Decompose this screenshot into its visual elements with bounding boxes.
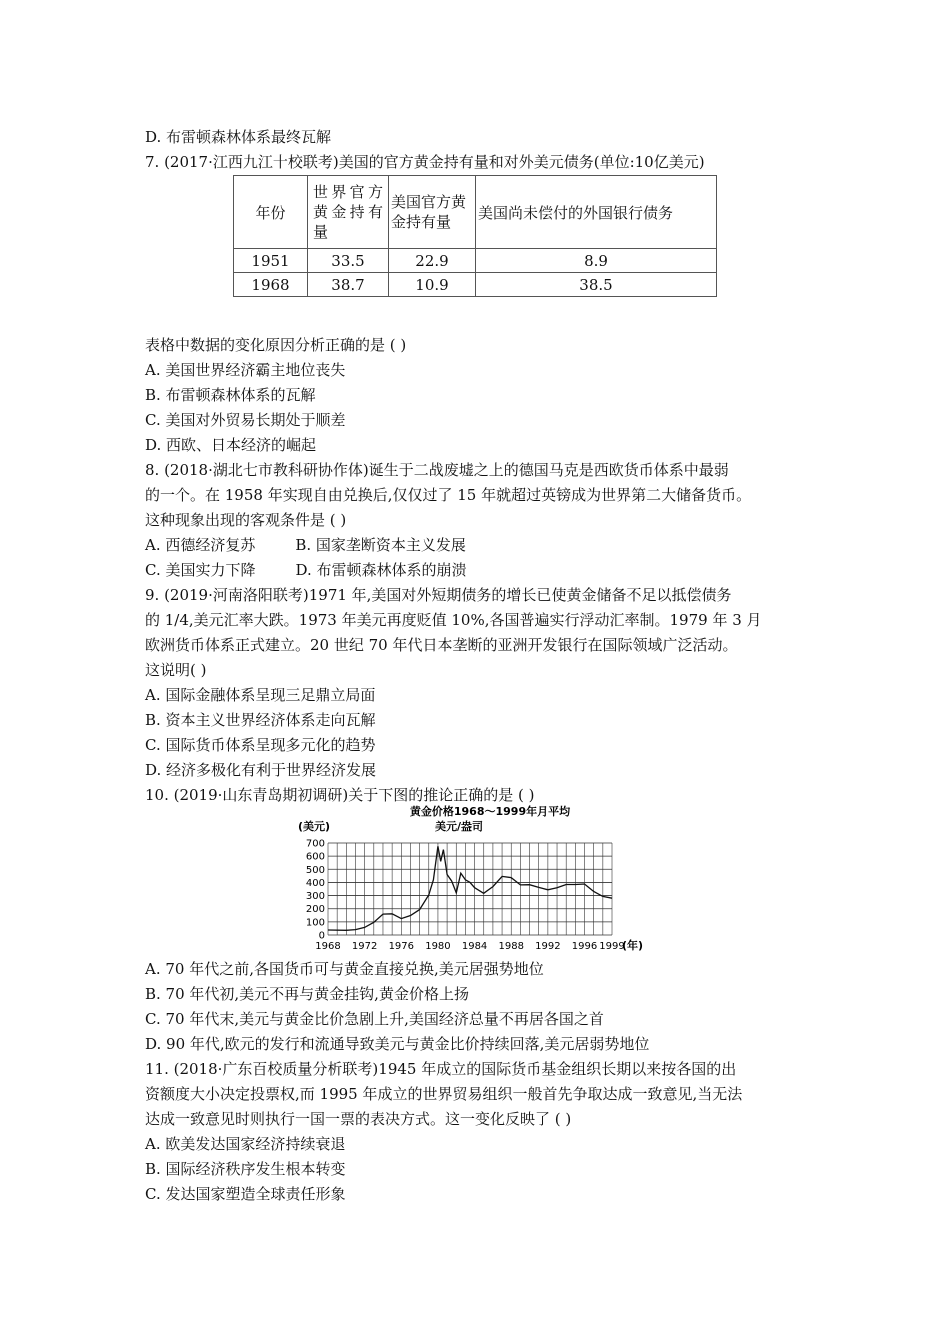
line-q6-d: D. 布雷顿森林体系最终瓦解	[145, 128, 332, 146]
table-cell: 8.9	[476, 249, 717, 273]
line-q8-stem-1: 8. (2018·湖北七市教科研协作体)诞生于二战废墟之上的德国马克是西欧货币体系中最弱	[145, 461, 729, 479]
chart-y-ticks	[306, 839, 325, 942]
line-q8-options-ab	[145, 536, 466, 554]
y-tick-label: 0	[318, 930, 325, 942]
table-header-world-gold	[308, 176, 389, 249]
table-cell: 38.5	[476, 273, 717, 297]
line-q11-c: C. 发达国家塑造全球责任形象	[145, 1185, 346, 1203]
x-tick-label: 1984	[461, 941, 488, 952]
chart-ylabel: (美元)	[298, 820, 331, 833]
chart-xlabel: (年)	[622, 939, 644, 952]
table-header-us-gold-l2: 金持有量	[391, 213, 452, 231]
gold-table	[233, 175, 717, 297]
q8-option-c: C. 美国实力下降	[145, 561, 256, 579]
q8-option-d: D. 布雷顿森林体系的崩溃	[295, 561, 467, 579]
line-q7-d: D. 西欧、日本经济的崛起	[145, 436, 317, 454]
chart-title: 黄金价格1968～1999年月平均	[409, 805, 571, 818]
line-q9-b: B. 资本主义世界经济体系走向瓦解	[145, 711, 376, 729]
x-tick-label: 1988	[498, 941, 524, 952]
table-cell: 1951	[234, 249, 308, 273]
y-tick-label: 500	[305, 864, 325, 876]
q8-option-b: B. 国家垄断资本主义发展	[295, 536, 466, 554]
gold-price-chart	[290, 803, 670, 958]
line-q11-a: A. 欧美发达国家经济持续衰退	[145, 1135, 346, 1153]
y-tick-label: 300	[305, 891, 325, 903]
line-q8-options-cd	[145, 561, 467, 579]
line-q7-c: C. 美国对外贸易长期处于顺差	[145, 411, 346, 429]
table-header-row	[234, 176, 717, 249]
table-cell: 10.9	[389, 273, 476, 297]
line-q10-a: A. 70 年代之前,各国货币可与黄金直接兑换,美元居强势地位	[145, 960, 544, 978]
chart-grid	[328, 843, 612, 935]
x-tick-label: 1992	[535, 941, 561, 952]
chart-x-ticks	[315, 941, 624, 952]
line-q8-stem-3: 这种现象出现的客观条件是 ( )	[145, 511, 347, 529]
table-header-us-gold	[389, 176, 476, 249]
table-cell: 33.5	[308, 249, 389, 273]
table-cell: 38.7	[308, 273, 389, 297]
line-q8-stem-2: 的一个。在 1958 年实现自由兑换后,仅仅过了 15 年就超过英镑成为世界第二大储备货币。	[145, 486, 752, 504]
line-q10-d: D. 90 年代,欧元的发行和流通导致美元与黄金比价持续回落,美元居弱势地位	[145, 1035, 650, 1053]
table-header-world-gold-l2: 黄金持有	[313, 203, 383, 221]
y-tick-label: 200	[305, 904, 325, 916]
line-q7-question: 表格中数据的变化原因分析正确的是 ( )	[145, 336, 407, 354]
y-tick-label: 400	[305, 877, 325, 889]
line-q7-stem: 7. (2017·江西九江十校联考)美国的官方黄金持有量和对外美元债务(单位:10亿美元)	[145, 153, 705, 171]
line-q11-b: B. 国际经济秩序发生根本转变	[145, 1160, 346, 1178]
table-row	[234, 273, 717, 297]
x-tick-label: 1972	[351, 941, 378, 952]
line-q10-b: B. 70 年代初,美元不再与黄金挂钩,黄金价格上扬	[145, 985, 469, 1003]
table-header-world-gold-l3: 量	[313, 223, 329, 241]
x-tick-label: 1999	[599, 941, 625, 952]
line-q9-d: D. 经济多极化有利于世界经济发展	[145, 761, 377, 779]
line-q10-c: C. 70 年代末,美元与黄金比价急剧上升,美国经济总量不再居各国之首	[145, 1010, 604, 1028]
table-header-us-gold-l1: 美国官方黄	[391, 193, 467, 211]
x-tick-label: 1976	[388, 941, 415, 952]
y-tick-label: 700	[305, 838, 325, 850]
line-q9-stem-3: 欧洲货币体系正式建立。20 世纪 70 年代日本垄断的亚洲开发银行在国际领域广泛活动。	[145, 636, 738, 654]
y-tick-label: 100	[305, 917, 325, 929]
table-cell: 22.9	[389, 249, 476, 273]
q8-option-a: A. 西德经济复苏	[145, 536, 256, 554]
x-tick-label: 1996	[571, 941, 598, 952]
line-q10-stem: 10. (2019·山东青岛期初调研)关于下图的推论正确的是 ( )	[145, 786, 535, 804]
line-q9-stem-2: 的 1/4,美元汇率大跌。1973 年美元再度贬值 10%,各国普遍实行浮动汇率制。1979 年 3 月	[145, 611, 762, 629]
line-q11-stem-1: 11. (2018·广东百校质量分析联考)1945 年成立的国际货币基金组织长期以来按各国的出	[145, 1060, 737, 1078]
gold-price-series-line	[328, 846, 612, 930]
table-cell: 1968	[234, 273, 308, 297]
table-row	[234, 249, 717, 273]
x-tick-label: 1980	[425, 941, 451, 952]
y-tick-label: 600	[305, 851, 325, 863]
table-header-world-gold-l1: 世界官方	[313, 183, 383, 201]
line-q7-b: B. 布雷顿森林体系的瓦解	[145, 386, 316, 404]
chart-unit-label: 美元/盎司	[435, 820, 484, 833]
table-header-year: 年份	[234, 176, 308, 249]
line-q9-a: A. 国际金融体系呈现三足鼎立局面	[145, 686, 376, 704]
x-tick-label: 1968	[315, 941, 341, 952]
table-header-us-debt: 美国尚未偿付的外国银行债务	[476, 176, 717, 249]
line-q9-c: C. 国际货币体系呈现多元化的趋势	[145, 736, 376, 754]
line-q11-stem-2: 资额度大小决定投票权,而 1995 年成立的世界贸易组织一般首先争取达成一致意见,当无法	[145, 1085, 743, 1103]
line-q7-a: A. 美国世界经济霸主地位丧失	[145, 361, 346, 379]
line-q11-stem-3: 达成一致意见时则执行一国一票的表决方式。这一变化反映了 ( )	[145, 1110, 572, 1128]
line-q9-stem-4: 这说明( )	[145, 661, 207, 679]
line-q9-stem-1: 9. (2019·河南洛阳联考)1971 年,美国对外短期债务的增长已使黄金储备不足以抵偿债务	[145, 586, 732, 604]
